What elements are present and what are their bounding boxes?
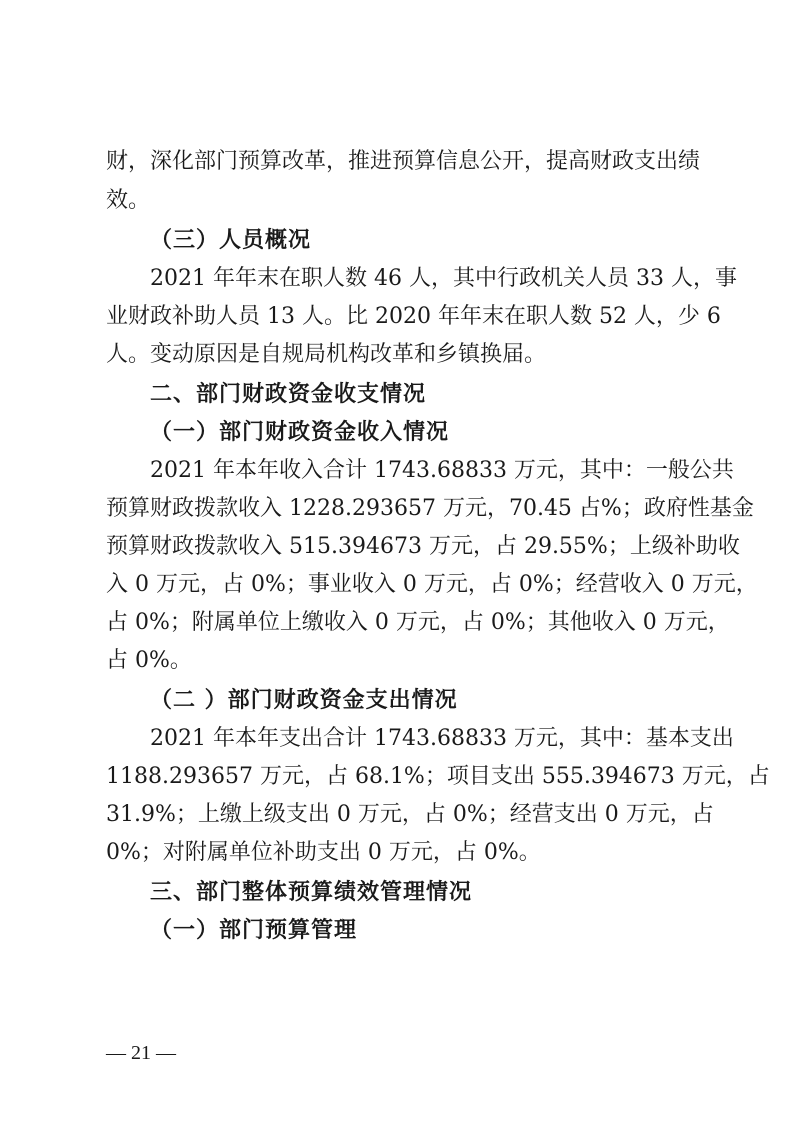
- page-number: — 21 —: [106, 1042, 176, 1064]
- paragraph-line: 效。: [106, 188, 151, 213]
- paragraph-line: 预算财政拨款收入 515.394673 万元，占 29.55%；上级补助收: [106, 534, 740, 559]
- paragraph-line: 业财政补助人员 13 人。比 2020 年年末在职人数 52 人，少 6: [106, 304, 721, 329]
- paragraph-line: 占 0%。: [106, 648, 192, 673]
- paragraph-line: 31.9%；上缴上级支出 0 万元，占 0%；经营支出 0 万元，占: [106, 802, 714, 827]
- chapter-heading-performance-management: 三、部门整体预算绩效管理情况: [150, 880, 473, 905]
- paragraph-line: 2021 年本年支出合计 1743.68833 万元，其中：基本支出: [150, 726, 734, 751]
- paragraph-line: 2021 年年末在职人数 46 人，其中行政机关人员 33 人，事: [150, 266, 737, 291]
- chapter-heading-fund-flow: 二、部门财政资金收支情况: [150, 382, 427, 407]
- section-heading-staff-overview: （三）人员概况: [150, 228, 312, 253]
- section-heading-expenditure: （二 ）部门财政资金支出情况: [150, 688, 458, 713]
- section-heading-income: （一）部门财政资金收入情况: [150, 420, 450, 445]
- paragraph-line: 1188.293657 万元，占 68.1%；项目支出 555.394673 万元，占: [106, 764, 770, 789]
- paragraph-line: 预算财政拨款收入 1228.293657 万元，70.45 占%；政府性基金: [106, 496, 754, 521]
- paragraph-line: 财，深化部门预算改革，推进预算信息公开，提高财政支出绩: [106, 149, 701, 174]
- paragraph-line: 人。变动原因是自规局机构改革和乡镇换届。: [106, 342, 547, 367]
- paragraph-line: 入 0 万元，占 0%；事业收入 0 万元，占 0%；经营收入 0 万元，: [106, 572, 758, 597]
- paragraph-line: 0%；对附属单位补助支出 0 万元，占 0%。: [106, 840, 541, 865]
- paragraph-line: 2021 年本年收入合计 1743.68833 万元，其中：一般公共: [150, 458, 734, 483]
- section-heading-budget-management: （一）部门预算管理: [150, 918, 358, 943]
- paragraph-line: 占 0%；附属单位上缴收入 0 万元，占 0%；其他收入 0 万元，: [106, 610, 730, 635]
